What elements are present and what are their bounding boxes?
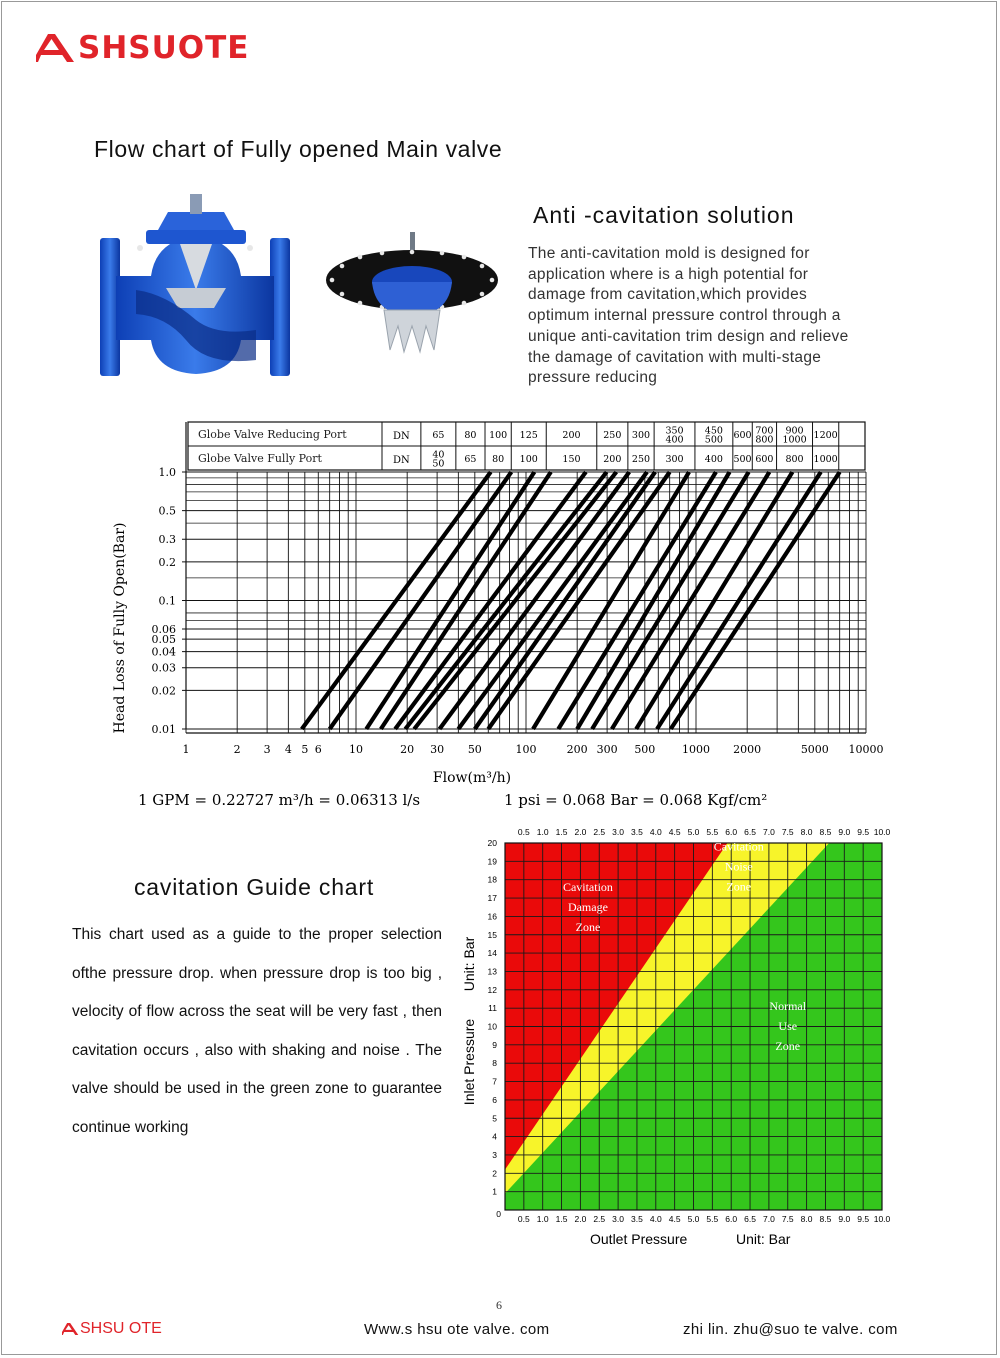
cavitation-guide-description: This chart used as a guide to the proper selection ofthe pressure drop. when pressure drop is too big , velocity of flow across the seat will be very fast , then cavitation occurs , also with shaking and noise . The valve should be used in the green zone to guarantee continue working: [72, 926, 442, 1136]
main-valve-image: [96, 190, 296, 380]
cavitation-x-tick-label-top: 10.0: [873, 827, 891, 837]
flow-y-tick-label: 0.01: [151, 723, 176, 736]
cavitation-x-tick-label: 9.0: [838, 1214, 851, 1224]
reducing-port-size: 80: [464, 430, 477, 441]
flow-x-tick-label: 3: [263, 743, 271, 756]
anti-cavitation-heading: Anti -cavitation solution: [533, 202, 795, 228]
reducing-port-size: 100: [489, 430, 508, 441]
cavitation-x-tick-label: 8.5: [819, 1214, 832, 1224]
reducing-port-size: 125: [519, 430, 538, 441]
zone-label: Cavitation Damage Zone: [562, 879, 613, 934]
cavitation-x-tick-label: 10.0: [873, 1214, 891, 1224]
cavitation-y-tick-label: 3: [492, 1149, 497, 1160]
fully-port-size: 40 50: [432, 449, 445, 470]
size-table-row1-label: Globe Valve Reducing Port: [198, 428, 347, 441]
cavitation-x-tick-label: 5.0: [687, 1214, 700, 1224]
reducing-port-size: 250: [603, 430, 622, 441]
reducing-port-size: 1200: [813, 430, 838, 441]
fully-port-size: 800: [785, 454, 804, 465]
cavitation-x-tick-label-top: 1.0: [536, 827, 549, 837]
flow-y-tick-label: 0.5: [158, 504, 176, 518]
cavitation-y-tick-label: 2: [492, 1168, 497, 1179]
zone-label: Cavitation Noise Zone: [713, 839, 764, 894]
cavitation-y-tick-label: 15: [487, 929, 497, 940]
flow-y-tick-label: 0.2: [158, 555, 176, 569]
zone-label: Normal Use Zone: [769, 999, 807, 1054]
flow-chart-heading: Flow chart of Fully opened Main valve: [94, 136, 503, 162]
cavitation-x-tick-label-top: 5.5: [706, 827, 719, 837]
cavitation-x-tick-label: 1.5: [555, 1214, 568, 1224]
fully-port-size: 500: [733, 454, 752, 465]
fully-port-size: 80: [492, 454, 505, 465]
flow-y-tick-label: 0.06: [151, 623, 176, 637]
cavitation-x-tick-label: 0.5: [517, 1214, 530, 1224]
footer-brand-name: SHSU OTE: [80, 1320, 162, 1337]
flow-x-tick-label: 1000: [682, 743, 710, 756]
cavitation-y-tick-label: 6: [492, 1094, 497, 1105]
cavitation-y-tick-label: 5: [492, 1113, 497, 1124]
reducing-port-size: 300: [631, 430, 651, 441]
gpm-conversion-note: 1 GPM = 0.22727 m³/h = 0.06313 l/s: [138, 791, 421, 809]
fully-port-size: 300: [665, 454, 684, 465]
cavitation-x-axis-label: Outlet Pressure: [590, 1231, 688, 1247]
cavitation-x-tick-label: 3.5: [631, 1214, 643, 1224]
cavitation-y-tick-label: 7: [492, 1076, 497, 1087]
fully-port-size: 1000: [813, 454, 838, 465]
flow-y-tick-label: 0.05: [151, 633, 176, 647]
flow-chart: [100, 412, 890, 812]
cavitation-y-tick-label: 19: [487, 856, 497, 867]
cavitation-x-tick-label: 2.0: [574, 1214, 587, 1224]
fully-port-size: 100: [519, 454, 538, 465]
anti-cavitation-trim-image: [322, 226, 504, 356]
flow-x-tick-label: 2000: [733, 743, 762, 756]
flow-x-tick-label: 4: [284, 743, 292, 756]
cavitation-x-tick-label: 1.0: [536, 1214, 549, 1224]
fully-port-size: 65: [464, 454, 477, 465]
fully-port-size: 250: [631, 454, 651, 465]
cavitation-x-tick-label: 7.5: [781, 1214, 794, 1224]
cavitation-guide-chart: [456, 822, 902, 1254]
cavitation-x-tick-label-top: 6.0: [725, 827, 738, 837]
cavitation-y-tick-label: 12: [487, 984, 497, 995]
cavitation-x-tick-label-top: 5.0: [687, 827, 700, 837]
cavitation-x-tick-label: 6.5: [744, 1214, 756, 1224]
cavitation-x-tick-label: 4.5: [668, 1214, 681, 1224]
flow-y-tick-label: 0.1: [158, 594, 176, 608]
cavitation-x-tick-label: 4.0: [649, 1214, 662, 1224]
cavitation-y-tick-label: 8: [492, 1058, 497, 1069]
fully-port-size: 200: [603, 454, 622, 465]
flow-x-tick-label: 1: [182, 743, 190, 756]
reducing-port-size: 700 800: [755, 425, 774, 446]
flow-x-tick-label: 300: [596, 743, 618, 756]
flow-x-tick-label: 5000: [800, 743, 829, 756]
flow-x-tick-label: 10000: [848, 743, 884, 756]
cavitation-x-tick-label-top: 6.5: [744, 827, 756, 837]
flow-x-tick-label: 100: [515, 743, 537, 756]
reducing-port-size: 600: [733, 430, 752, 441]
size-table-dn-unit: DN: [393, 431, 410, 442]
flow-x-tick-label: 200: [566, 743, 588, 756]
flow-y-tick-label: 0.04: [151, 645, 176, 659]
reducing-port-size: 350 400: [665, 425, 684, 446]
psi-conversion-note: 1 psi = 0.068 Bar = 0.068 Kgf/cm²: [504, 791, 768, 809]
flow-y-tick-label: 1.0: [158, 466, 176, 479]
flow-x-tick-label: 20: [400, 743, 415, 756]
cavitation-x-tick-label: 6.0: [725, 1214, 738, 1224]
cavitation-x-tick-label-top: 9.0: [838, 827, 851, 837]
flow-y-axis-label: Head Loss of Fully Open(Bar): [112, 522, 128, 734]
cavitation-x-tick-label: 2.5: [593, 1214, 606, 1224]
cavitation-y-tick-label: 13: [487, 966, 497, 977]
cavitation-x-tick-label-top: 3.5: [631, 827, 643, 837]
size-table-row2-label: Globe Valve Fully Port: [198, 452, 322, 465]
page-number: 6: [496, 1298, 502, 1312]
logo-mark-icon: [36, 33, 78, 63]
cavitation-origin-label: 0: [496, 1209, 501, 1219]
flow-x-tick-label: 2: [233, 743, 241, 756]
flow-x-tick-label: 10: [349, 743, 363, 756]
cavitation-x-tick-label-top: 3.0: [612, 827, 625, 837]
footer-website[interactable]: Www.s hsu ote valve. com: [364, 1321, 550, 1338]
reducing-port-size: 200: [562, 430, 581, 441]
cavitation-x-tick-label-top: 0.5: [517, 827, 530, 837]
cavitation-x-tick-label-top: 2.5: [593, 827, 606, 837]
cavitation-x-tick-label-top: 1.5: [555, 827, 568, 837]
brand-name: SHSUOTE: [78, 30, 250, 66]
cavitation-y-tick-label: 1: [492, 1186, 497, 1197]
flow-x-tick-label: 5: [301, 743, 309, 756]
cavitation-y-tick-label: 9: [492, 1039, 497, 1050]
cavitation-x-tick-label-top: 8.5: [819, 827, 832, 837]
cavitation-x-tick-label: 9.5: [857, 1214, 870, 1224]
cavitation-y-tick-label: 11: [488, 1003, 497, 1014]
cavitation-x-tick-label-top: 8.0: [800, 827, 813, 837]
cavitation-x-tick-label-top: 7.0: [762, 827, 775, 837]
footer-email[interactable]: zhi lin. zhu@suo te valve. com: [683, 1321, 898, 1338]
cavitation-x-tick-label-top: 9.5: [857, 827, 870, 837]
fully-port-size: 400: [704, 454, 723, 465]
cavitation-x-tick-label-top: 4.5: [668, 827, 681, 837]
anti-cavitation-description: The anti-cavitation mold is designed for application where is a high potential for damage from cavitation,which provides optimum internal pressure control through a unique anti-cavitation trim design and relieve the damage of cavitation with multi-stage pressure reducing: [528, 245, 849, 387]
brand-logo: [36, 30, 249, 66]
size-table-dn-unit: DN: [393, 455, 410, 466]
footer-logo: [62, 1320, 162, 1338]
cavitation-y-tick-label: 10: [487, 1021, 497, 1032]
flow-y-tick-label: 0.03: [151, 661, 176, 675]
flow-x-axis-label: Flow(m³/h): [432, 770, 512, 786]
cavitation-y-tick-label: 17: [487, 893, 497, 904]
flow-y-tick-label: 0.02: [151, 684, 176, 698]
cavitation-y-axis-label: Inlet Pressure: [461, 1018, 477, 1106]
cavitation-y-tick-label: 18: [487, 874, 497, 885]
flow-x-tick-label: 500: [634, 743, 656, 756]
reducing-port-size: 65: [432, 430, 445, 441]
flow-x-tick-label: 50: [467, 743, 482, 756]
cavitation-y-tick-label: 14: [487, 948, 497, 959]
cavitation-guide-heading: cavitation Guide chart: [134, 874, 375, 900]
cavitation-x-tick-label: 7.0: [762, 1214, 775, 1224]
cavitation-y-tick-label: 16: [487, 911, 497, 922]
cavitation-x-tick-label-top: 7.5: [781, 827, 794, 837]
fully-port-size: 600: [755, 454, 774, 465]
cavitation-y-unit-label: Unit: Bar: [461, 936, 477, 992]
fully-port-size: 150: [562, 454, 581, 465]
flow-x-tick-label: 30: [430, 743, 445, 756]
cavitation-x-tick-label-top: 4.0: [649, 827, 662, 837]
reducing-port-size: 450 500: [704, 425, 723, 446]
footer-logo-mark-icon: [62, 1322, 80, 1336]
flow-y-tick-label: 0.3: [158, 533, 176, 547]
flow-x-tick-label: 6: [314, 743, 322, 756]
cavitation-x-tick-label-top: 2.0: [574, 827, 587, 837]
cavitation-x-tick-label: 5.5: [706, 1214, 719, 1224]
cavitation-x-tick-label: 3.0: [612, 1214, 625, 1224]
cavitation-x-unit-label: Unit: Bar: [736, 1231, 791, 1247]
cavitation-y-tick-label: 4: [492, 1131, 497, 1142]
cavitation-y-tick-label: 20: [487, 838, 497, 848]
cavitation-x-tick-label: 8.0: [800, 1214, 813, 1224]
reducing-port-size: 900 1000: [782, 425, 807, 446]
